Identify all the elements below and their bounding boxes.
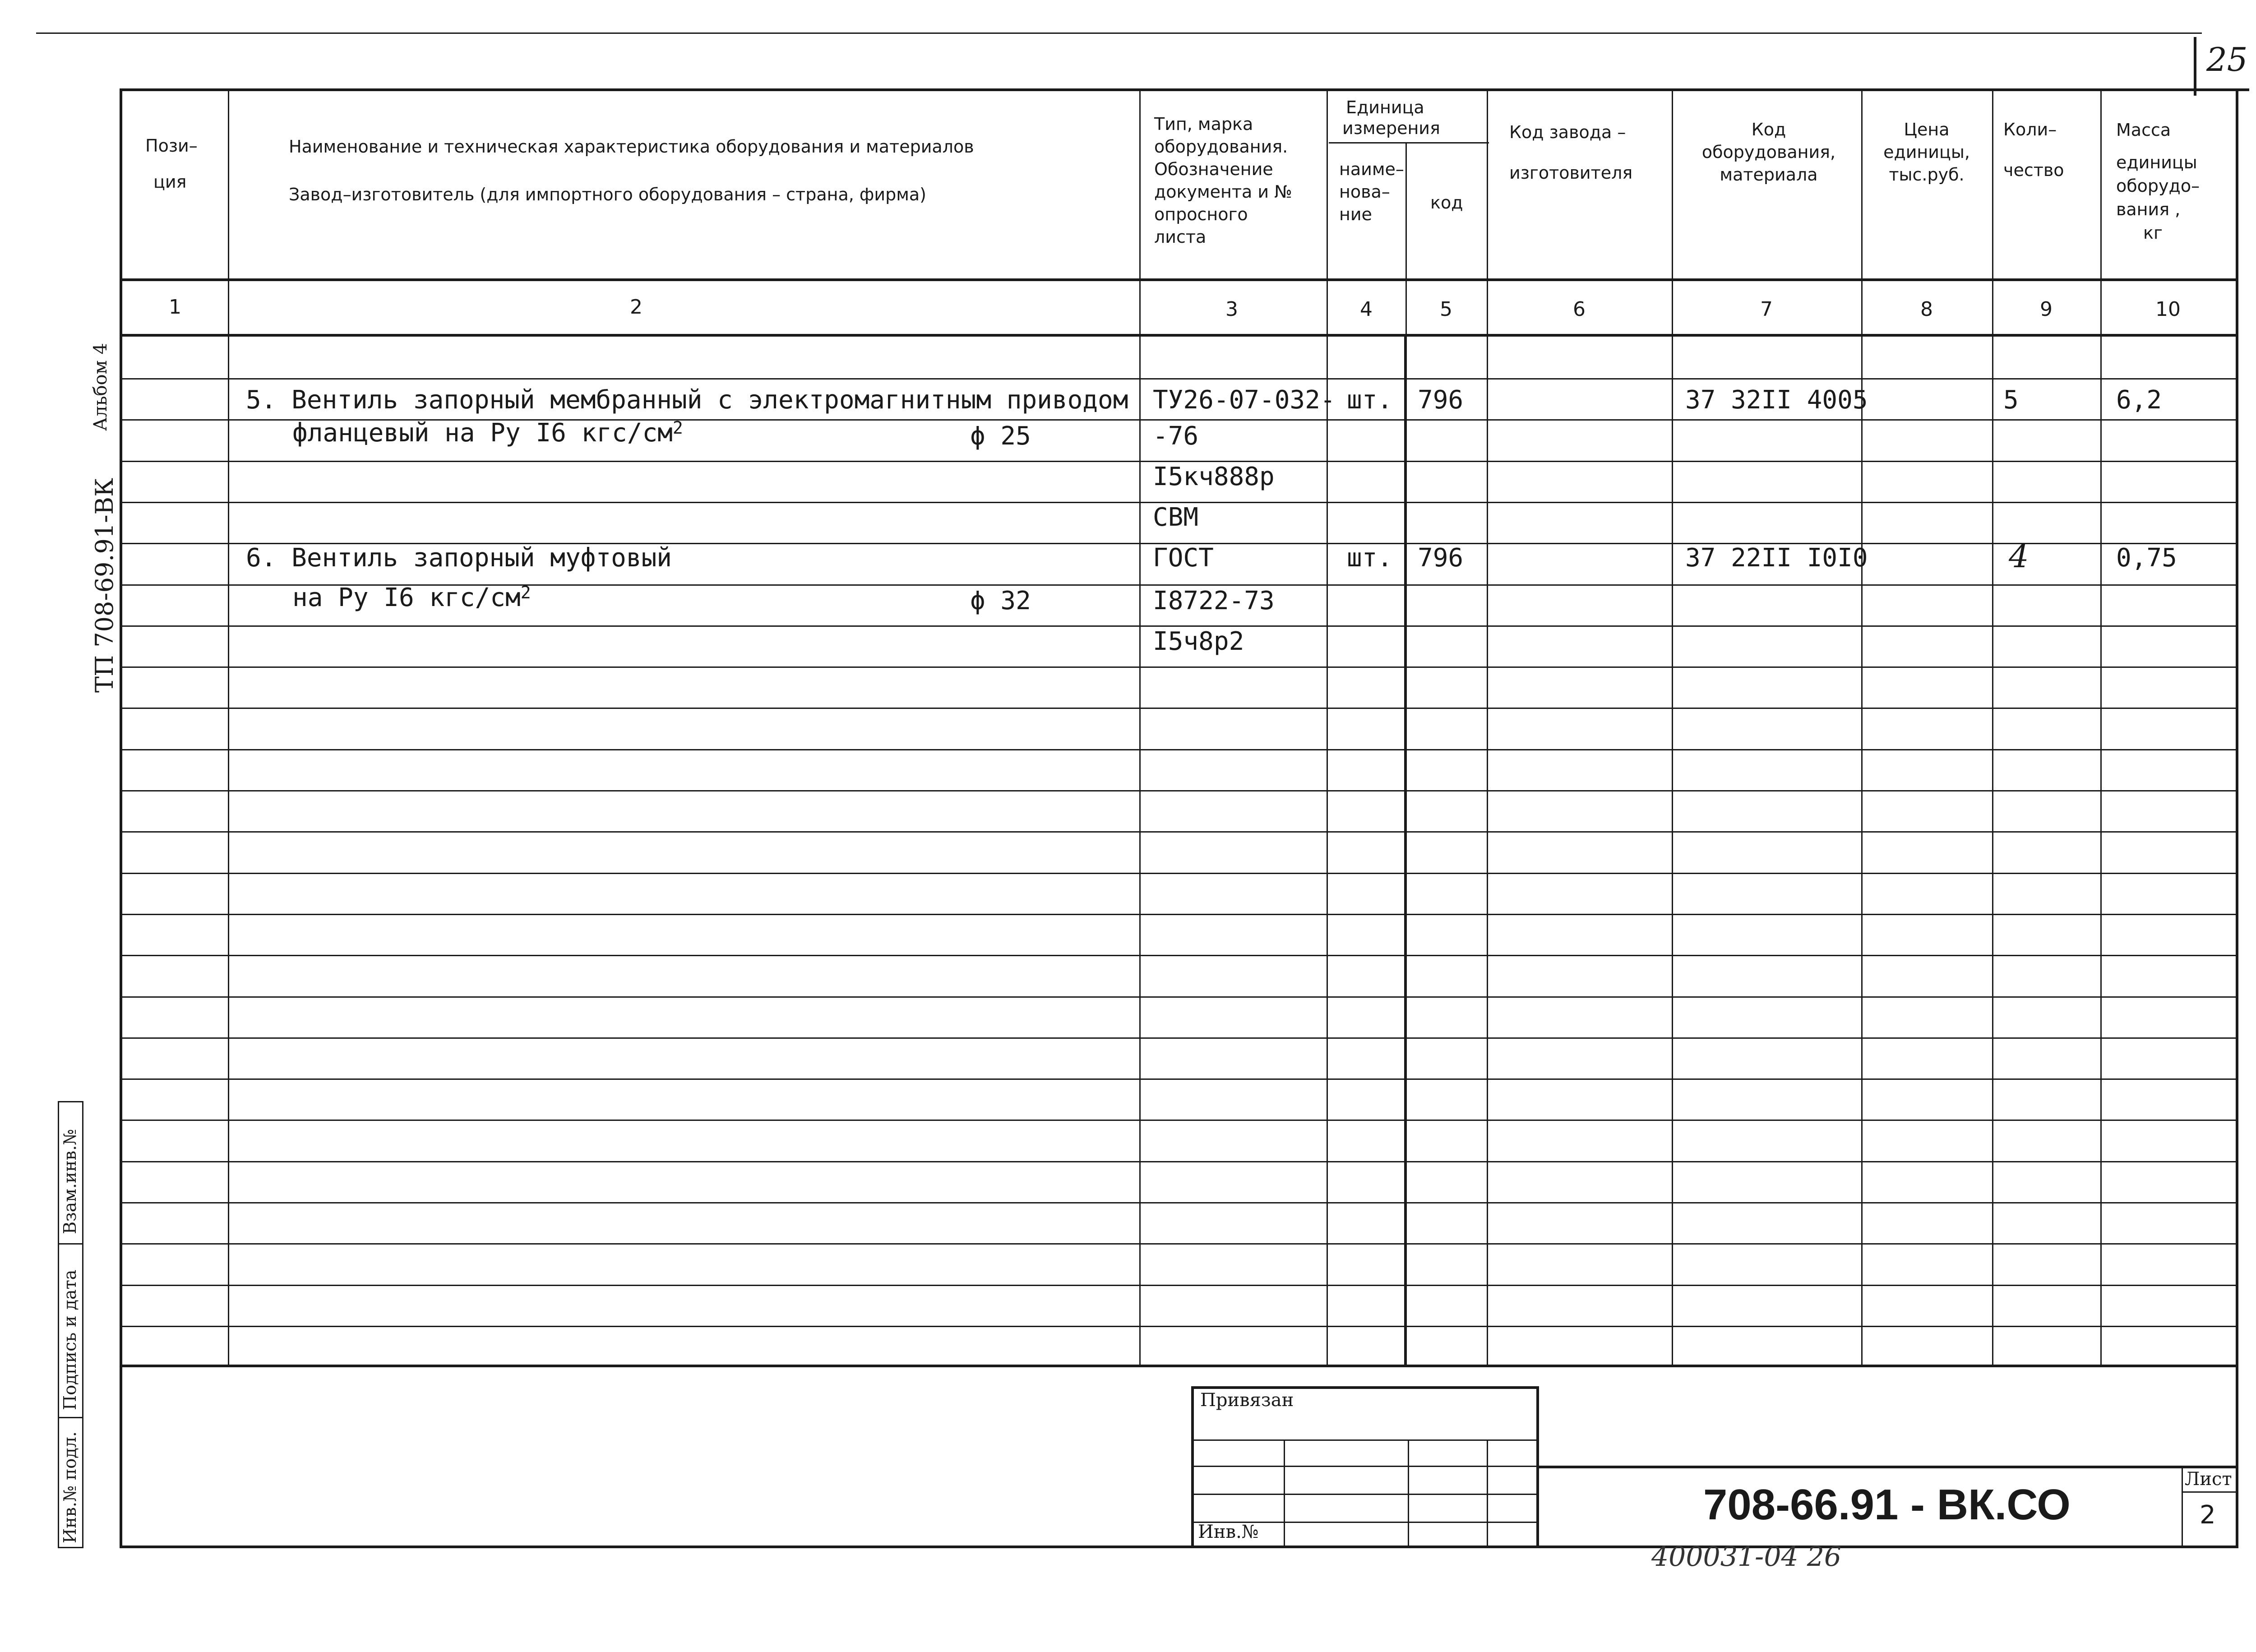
- row-line: [120, 955, 2238, 956]
- row-line: [120, 749, 2238, 750]
- item-quantity: 5: [2003, 385, 2019, 415]
- item-mass: 0,75: [2116, 543, 2177, 573]
- item-unit-code: 796: [1418, 385, 1464, 415]
- header-type: Тип, марка оборудования. Обозначение документа и № опросного листа: [1154, 114, 1292, 247]
- row-line: [120, 1285, 2238, 1286]
- item-type: СВМ: [1153, 503, 1199, 532]
- footer-note: 400031-04 26: [1651, 1541, 1842, 1573]
- row-line: [120, 914, 2238, 915]
- item-equipment-code: 37 32II 4005: [1685, 385, 1868, 415]
- item-type: ТУ26-07-032-: [1153, 385, 1336, 415]
- side-album: Альбом 4: [90, 343, 111, 431]
- item-name-line: фланцевый на Ру I6 кгс/$см^2$: [292, 418, 683, 448]
- privyazan-label: Привязан: [1200, 1390, 1294, 1411]
- item-unit-name: шт.: [1347, 385, 1393, 415]
- item-type: I8722-73: [1153, 586, 1275, 615]
- row-line: [120, 1243, 2238, 1245]
- inv-number-label: Инв.№: [1198, 1522, 1259, 1542]
- item-name-line: 5. Вентиль запорный мембранный с электромагнитным приводом: [246, 385, 1128, 415]
- row-line: [120, 708, 2238, 709]
- row-line: [120, 666, 2238, 668]
- item-name-line: на Ру I6 кгс/$см^2$: [292, 583, 531, 612]
- row-line: [120, 873, 2238, 874]
- row-line: [120, 1326, 2238, 1327]
- header-price: Цена единицы, тыс.руб.: [1883, 120, 1970, 185]
- item-type: -76: [1153, 421, 1199, 451]
- item-diameter: ϕ 32: [970, 586, 1031, 615]
- item-unit-code: 796: [1418, 543, 1464, 573]
- side-doc-code: ТП 708-69.91-ВК: [90, 478, 119, 693]
- header-unit-group: Единица измерения: [1342, 97, 1440, 138]
- row-line: [120, 1202, 2238, 1203]
- header-quantity: Коли– чество: [2003, 120, 2064, 180]
- item-type: ГОСТ: [1153, 543, 1214, 573]
- item-diameter: ϕ 25: [970, 421, 1031, 451]
- header-factory-code: Код завода – изготовителя: [1509, 122, 1633, 183]
- item-unit-name: шт.: [1347, 543, 1393, 573]
- item-equipment-code: 37 22II I0I0: [1685, 543, 1868, 573]
- row-line: [120, 1037, 2238, 1039]
- row-line: [120, 378, 2238, 379]
- item-name-line: 6. Вентиль запорный муфтовый: [246, 543, 672, 573]
- item-type: I5ч8р2: [1153, 627, 1244, 656]
- header-position: Пози– ция: [145, 136, 198, 192]
- row-line: [120, 1120, 2238, 1121]
- row-line: [120, 1161, 2238, 1162]
- header-equipment-code: Код оборудования, материала: [1701, 120, 1836, 185]
- item-quantity: 4: [2009, 538, 2029, 575]
- item-mass: 6,2: [2116, 385, 2162, 415]
- row-line: [120, 996, 2238, 998]
- sheet-label: Лист: [2185, 1469, 2232, 1490]
- document-code: 708-66.91 - ВК.СО: [1703, 1481, 2071, 1529]
- header-name: Наименование и техническая характеристика оборудования и материалов Завод–изготовитель (для импортного оборудования – страна, фирма): [289, 137, 974, 204]
- item-type: I5кч888р: [1153, 462, 1275, 491]
- header-unit-name: наиме– нова– ние: [1339, 159, 1404, 224]
- header-unit-code: код: [1430, 193, 1463, 213]
- page-number: 25: [2206, 41, 2248, 79]
- row-line: [120, 1078, 2238, 1080]
- row-line: [120, 831, 2238, 833]
- sheet-number: 2: [2200, 1500, 2216, 1530]
- header-mass: Масса единицы оборудо– вания , кг: [2116, 120, 2200, 243]
- row-line: [120, 790, 2238, 791]
